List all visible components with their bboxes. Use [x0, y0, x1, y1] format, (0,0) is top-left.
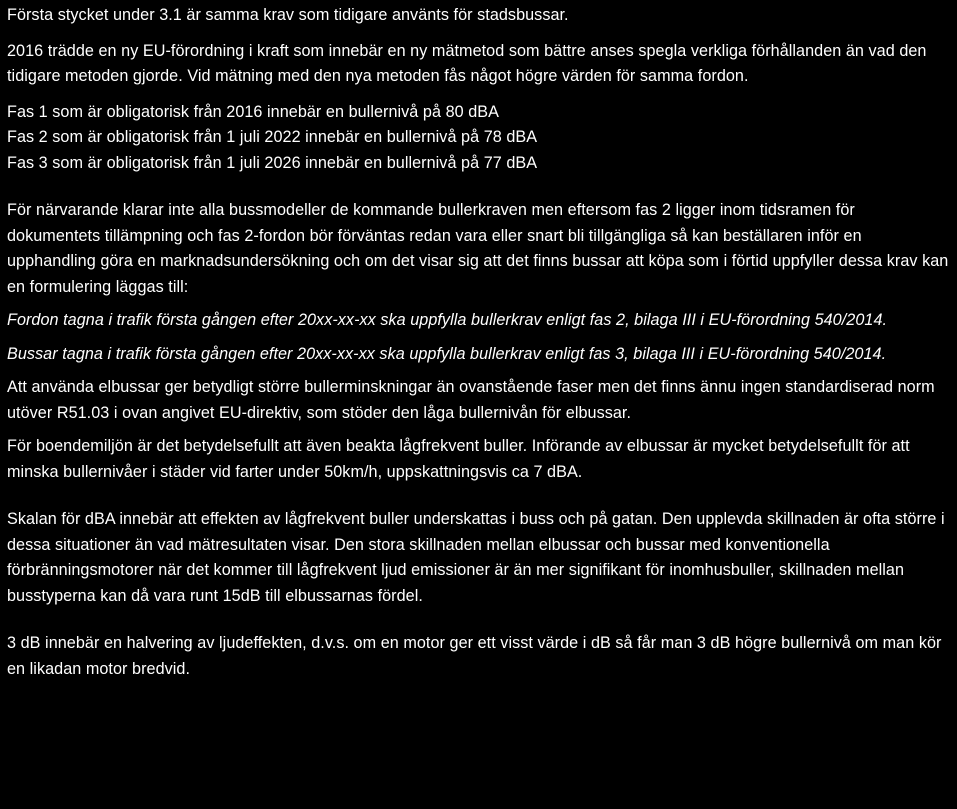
requirement-phase-3: Bussar tagna i trafik första gången efter 20xx-xx-xx ska uppfylla bullerkrav enligt fas 3, bilaga III i EU-förordning 540/2014. — [7, 344, 887, 363]
paragraph-3db: 3 dB innebär en halvering av ljudeffekten, d.v.s. om en motor ger ett visst värde i dB så får man 3 dB högre bullernivå om man kör en likadan motor bredvid. — [7, 634, 942, 678]
phase-3-line: Fas 3 som är obligatorisk från 1 juli 2026 innebär en bullernivå på 77 dBA — [7, 153, 538, 172]
requirement-phase-2: Fordon tagna i trafik första gången efter 20xx-xx-xx ska uppfylla bullerkrav enligt fas 2, bilaga III i EU-förordning 540/2014. — [7, 311, 888, 329]
phase-1-line: Fas 1 som är obligatorisk från 2016 innebär en bullernivå på 80 dBA — [7, 102, 499, 121]
paragraph-current-status: För närvarande klarar inte alla bussmodeller de kommande bullerkraven men eftersom fas 2 ligger inom tidsramen för dokumentets tillämpning och fas 2-fordon bör förväntas redan vara eller snart bli tillgängliga så kan beställaren inför en upphandling göra en marknadsundersökning och om det visar sig att det finns bussar att köpa som i förtid uppfyller dessa krav kan en formulering läggas till: — [7, 201, 949, 296]
paragraph-eu-regulation: 2016 trädde en ny EU-förordning i kraft som innebär en ny mätmetod som bättre anses spegla verkliga förhållanden än vad den tidigare metoden gjorde. Vid mätning med den nya metoden fås något högre värden för samma fordon. — [7, 41, 927, 85]
paragraph-dba-scale: Skalan för dBA innebär att effekten av lågfrekvent buller underskattas i buss och på gatan. Den upplevda skillnaden är ofta större i dessa situationer än vad mätresultaten visar. Den stora skillnaden mellan elbussar och bussar med konventionella förbränningsmotorer när det kommer till lågfrekvent ljud emissioner är än mer signifikant för inomhusbuller, skillnaden mellan busstyperna kan då vara runt 15dB till elbussarnas fördel. — [7, 510, 945, 605]
phase-2-line: Fas 2 som är obligatorisk från 1 juli 2022 innebär en bullernivå på 78 dBA — [7, 128, 538, 146]
document-body — [7, 3, 952, 682]
paragraph-electric-buses: Att använda elbussar ger betydligt större bullerminskningar än ovanstående faser men det finns ännu ingen standardiserad norm utöver R51.03 i ovan angivet EU-direktiv, som stöder den låga bullernivån för elbussar. — [7, 378, 935, 422]
paragraph-intro: Första stycket under 3.1 är samma krav som tidigare använts för stadsbussar. — [7, 6, 569, 24]
paragraph-living-environment: För boendemiljön är det betydelsefullt att även beakta lågfrekvent buller. Införande av elbussar är mycket betydelsefullt för att minska bullernivåer i städer vid farter under 50km/h, uppskattningsvis ca 7 dBA. — [7, 437, 910, 481]
